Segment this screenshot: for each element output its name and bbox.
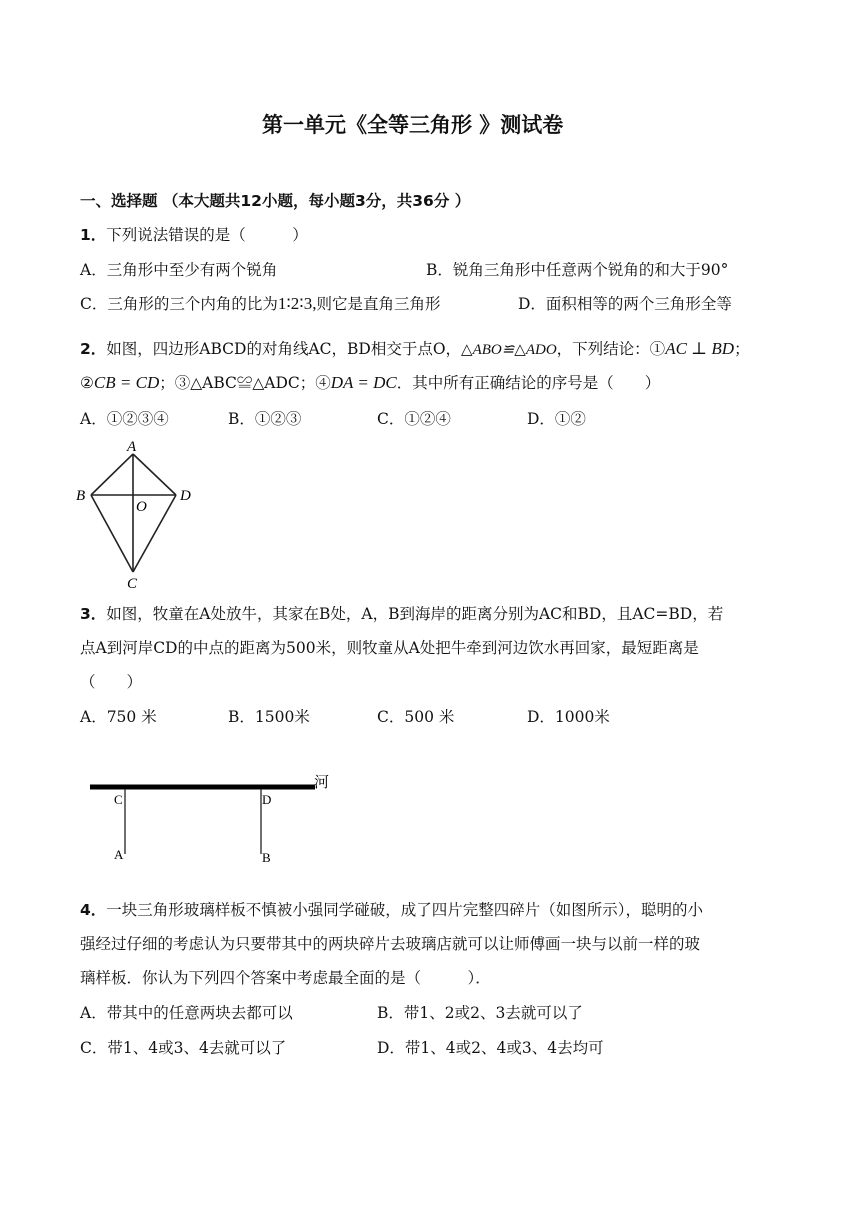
- conclusion-2-expression: CB = CD: [93, 373, 160, 392]
- q3-option-c: C．500 米: [377, 708, 455, 726]
- q4-option-c: C．带1、4或3、4去就可以了: [80, 1039, 287, 1057]
- question-4-stem-line2: 强经过仔细的考虑认为只要带其中的两块碎片去玻璃店就可以让师傅画一块与以前一样的玻: [80, 935, 701, 953]
- label-a: A: [127, 439, 137, 455]
- question-text: 如图，牧童在A处放牛，其家在B处，A，B到海岸的距离分别为AC和BD，且AC=BD，若: [106, 605, 724, 623]
- q2-option-c: C．①②④: [377, 410, 451, 428]
- option-text: 则它是直角三角形: [316, 295, 441, 313]
- question-number: 2．: [80, 340, 107, 358]
- ratio-value: 1∶2∶3,: [277, 294, 317, 313]
- q1-option-c: [80, 293, 441, 315]
- q2-option-d: D．①②: [527, 410, 586, 428]
- question-number: 1．: [80, 226, 107, 244]
- question-text: ，下列结论：①: [556, 340, 666, 358]
- q3-option-b: B．1500米: [228, 708, 310, 726]
- q1-option-d: D．面积相等的两个三角形全等: [518, 295, 732, 313]
- question-3-stem-line2: 点A到河岸CD的中点的距离为500米，则牧童从A处把牛牵到河边饮水再回家，最短距离是: [80, 639, 699, 657]
- q2-option-b: B．①②③: [228, 410, 302, 428]
- question-number: 4．: [80, 901, 107, 919]
- label-b: B: [262, 850, 271, 865]
- question-text: ②: [80, 374, 94, 392]
- segment-ad: [133, 454, 176, 495]
- q2-option-a: A．①②③④: [80, 410, 169, 428]
- question-2-stem-line2: [80, 372, 660, 394]
- conclusion-4-expression: DA = DC: [330, 373, 397, 392]
- label-d: D: [180, 488, 191, 504]
- question-text: 如图，四边形ABCD的对角线AC，BD相交于点O，: [106, 340, 462, 358]
- question-3-stem-line1: [80, 603, 723, 625]
- q1-option-a: A．三角形中至少有两个锐角: [80, 261, 278, 279]
- label-o: O: [136, 499, 147, 515]
- label-c: C: [114, 792, 123, 807]
- question-1-stem: [80, 224, 308, 246]
- label-b: B: [76, 488, 86, 504]
- label-c: C: [127, 576, 138, 590]
- section-header: 一、选择题 （本大题共12小题，每小题3分，共36分 ）: [80, 192, 471, 210]
- label-river: 河: [314, 775, 330, 791]
- congruence-expression: △ABO≌△ADO: [461, 342, 557, 358]
- conclusion-1-expression: AC ⊥ BD: [665, 339, 735, 358]
- question-text: ；③△ABC≌△ADC；④: [159, 374, 331, 392]
- option-text: C．三角形的三个内角的比为: [80, 295, 278, 313]
- kite-figure: [70, 438, 210, 590]
- q4-option-a: A．带其中的任意两块去都可以: [80, 1004, 293, 1022]
- q4-option-b: B．带1、2或2、3去就可以了: [377, 1004, 583, 1022]
- q4-option-d: D．带1、4或2、4或3、4去均可: [377, 1039, 604, 1057]
- question-4-stem-line3: 璃样板．你认为下列四个答案中考虑最全面的是（ ）．: [80, 969, 491, 987]
- question-3-stem-line3: （ ）: [80, 673, 143, 691]
- question-text: 下列说法错误的是（ ）: [106, 226, 308, 244]
- question-text: ；: [734, 340, 750, 358]
- question-4-stem-line1: [80, 899, 703, 921]
- river-figure: [80, 766, 350, 870]
- page-title: 第一单元《全等三角形 》测试卷: [262, 113, 564, 137]
- label-d: D: [262, 792, 272, 807]
- question-2-stem-line1: [80, 338, 750, 361]
- q1-option-b: B．锐角三角形中任意两个锐角的和大于90°: [426, 261, 729, 279]
- label-a: A: [114, 847, 124, 862]
- question-text: ．其中所有正确结论的序号是（ ）: [396, 374, 661, 392]
- segment-ab: [91, 454, 133, 495]
- question-number: 3．: [80, 605, 107, 623]
- segment-bc: [91, 495, 133, 572]
- q3-option-a: A．750 米: [80, 708, 157, 726]
- question-text: 一块三角形玻璃样板不慎被小强同学碰破，成了四片完整四碎片（如图所示），聪明的小: [106, 901, 704, 919]
- q3-option-d: D．1000米: [527, 708, 610, 726]
